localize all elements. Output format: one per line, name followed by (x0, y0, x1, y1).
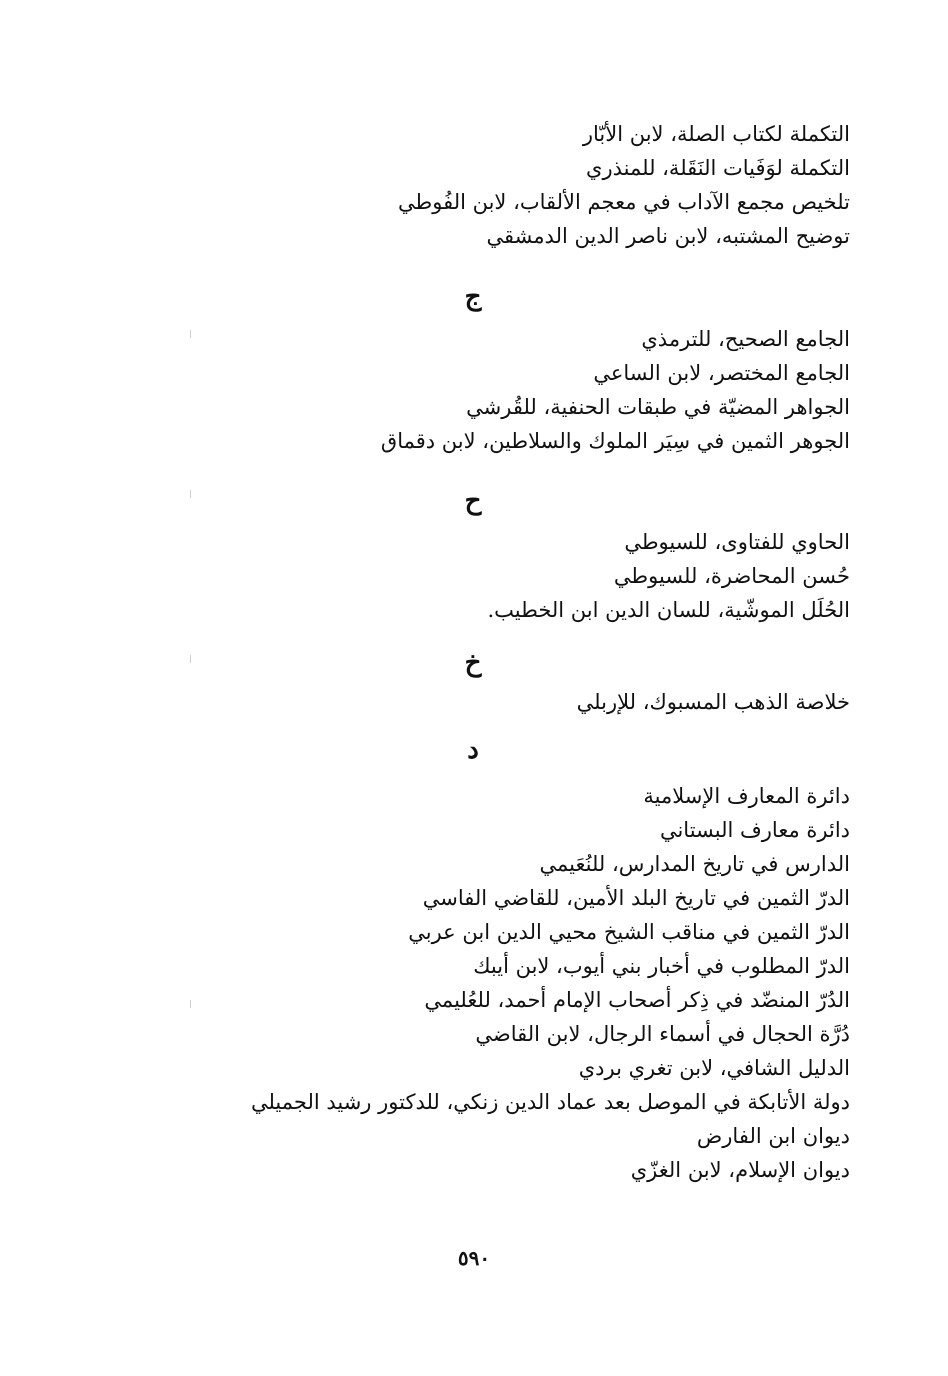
entry: التكملة لكتاب الصلة، لابن الأبّار (582, 122, 850, 146)
scan-mark (190, 1000, 191, 1008)
entry-list-kha (577, 685, 850, 719)
entry: الدُرّ المنضّد في ذِكر أصحاب الإمام أحمد، للعُليمي (424, 988, 850, 1012)
entry: دُرَّة الحجال في أسماء الرجال، لابن القاضي (475, 1022, 850, 1046)
section-letter-kha: خ (464, 648, 482, 678)
entry: الدرّ المطلوب في أخبار بني أيوب، لابن أيبك (473, 954, 850, 978)
entry: دائرة معارف البستاني (659, 818, 850, 842)
scan-mark (190, 655, 191, 663)
entry: الدليل الشافي، لابن تغري بردي (578, 1056, 850, 1080)
entry: الجامع الصحيح، للترمذي (641, 327, 850, 351)
entry: الحُلَل الموشّية، للسان الدين ابن الخطيب. (487, 598, 850, 622)
scan-mark (190, 330, 191, 338)
entry-list-dal (251, 779, 850, 1187)
entry: الجواهر المضيّة في طبقات الحنفية، للقُرشي (466, 395, 850, 419)
entry-list-continuation (398, 117, 850, 253)
entry: دولة الأتابكة في الموصل بعد عماد الدين زنكي، للدكتور رشيد الجميلي (250, 1090, 850, 1114)
section-letter-ha: ح (464, 486, 482, 516)
page-number: ٥٩٠ (457, 1246, 491, 1270)
entry: الدرّ الثمين في تاريخ البلد الأمين، للقاضي الفاسي (422, 886, 850, 910)
entry: الدرّ الثمين في مناقب الشيخ محيي الدين ابن عربي (408, 920, 850, 944)
entry-list-ha (487, 525, 850, 627)
entry: الجامع المختصر، لابن الساعي (593, 361, 850, 385)
entry: ديوان الإسلام، لابن الغزّي (630, 1158, 850, 1182)
entry: خلاصة الذهب المسبوك، للإربلي (576, 690, 850, 714)
entry: دائرة المعارف الإسلامية (643, 784, 850, 808)
scan-mark (190, 490, 191, 498)
entry: تلخيص مجمع الآداب في معجم الألقاب، لابن الفُوطي (398, 190, 850, 214)
entry: الحاوي للفتاوى، للسيوطي (624, 530, 850, 554)
entry: توضيح المشتبه، لابن ناصر الدين الدمشقي (486, 224, 850, 248)
entry: ديوان ابن الفارض (696, 1124, 850, 1148)
entry: التكملة لوَفَيات النَقَلة، للمنذري (586, 156, 850, 180)
section-letter-dal: د (467, 735, 479, 765)
entry-list-jim (381, 322, 850, 458)
section-letter-jim: ج (464, 282, 482, 312)
entry: حُسن المحاضرة، للسيوطي (613, 564, 850, 588)
entry: الدارس في تاريخ المدارس، للنُعَيمي (539, 852, 850, 876)
entry: الجوهر الثمين في سِيَر الملوك والسلاطين، لابن دقماق (380, 429, 850, 453)
